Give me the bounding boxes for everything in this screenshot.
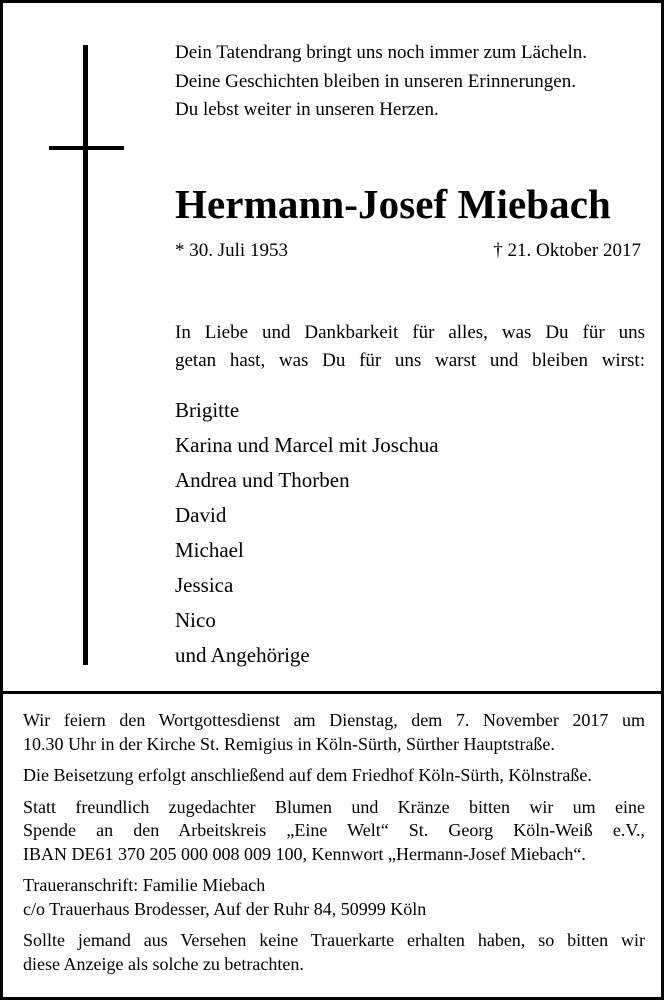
service-information <box>23 709 645 984</box>
birth-date: * 30. Juli 1953 <box>175 240 288 261</box>
note-paragraph <box>23 929 645 976</box>
mourners-list <box>175 393 439 673</box>
info-line: Traueranschrift: Familie Miebach <box>23 875 266 895</box>
section-divider <box>3 691 661 694</box>
death-date: † 21. Oktober 2017 <box>493 240 641 261</box>
info-line: c/o Trauerhaus Brodesser, Auf der Ruhr 84, 50999 Köln <box>23 898 427 919</box>
dedication-text <box>175 319 645 375</box>
address-paragraph <box>23 874 645 921</box>
mourner-name: Brigitte <box>175 398 240 422</box>
info-line: diese Anzeige als solche zu betrachten. <box>23 953 304 974</box>
mourner-name: und Angehörige <box>175 643 310 667</box>
cross-icon <box>83 45 88 665</box>
info-line: IBAN DE61 370 205 000 008 009 100, Kennwort „Hermann-Josef Miebach“. <box>23 843 586 864</box>
burial-paragraph <box>23 764 645 788</box>
quote-line: Dein Tatendrang bringt uns noch immer zum Lächeln. <box>175 42 587 63</box>
quote-line: Du lebst weiter in unseren Herzen. <box>175 99 439 120</box>
cross-icon-bar <box>49 146 124 150</box>
dedication-line: In Liebe und Dankbarkeit für alles, was Du für uns <box>175 322 645 343</box>
deceased-name: Hermann-Josef Miebach <box>175 181 611 227</box>
mourner-name: Michael <box>175 538 244 562</box>
info-line: Sollte jemand aus Versehen keine Trauerkarte erhalten haben, so bitten wir <box>23 930 645 950</box>
mourner-name: Jessica <box>175 573 234 597</box>
memorial-quote <box>175 39 645 125</box>
dedication-line: getan hast, was Du für uns warst und bleiben wirst: <box>175 350 645 371</box>
info-line: Wir feiern den Wortgottesdienst am Dienstag, dem 7. November 2017 um <box>23 710 645 730</box>
info-line: Spende an den Arbeitskreis „Eine Welt“ St. Georg Köln-Weiß e.V., <box>23 820 645 840</box>
quote-line: Deine Geschichten bleiben in unseren Erinnerungen. <box>175 70 576 92</box>
service-paragraph <box>23 709 645 756</box>
info-line: Statt freundlich zugedachter Blumen und Kränze bitten wir um eine <box>23 796 645 817</box>
mourner-name: Karina und Marcel mit Joschua <box>175 433 439 457</box>
donation-paragraph <box>23 796 645 867</box>
mourner-name: Nico <box>175 608 216 632</box>
mourner-name: David <box>175 503 227 527</box>
mourner-name: Andrea und Thorben <box>175 468 350 492</box>
info-line: 10.30 Uhr in der Kirche St. Remigius in Köln-Sürth, Sürther Hauptstraße. <box>23 733 555 754</box>
info-line: Die Beisetzung erfolgt anschließend auf dem Friedhof Köln-Sürth, Kölnstraße. <box>23 765 592 785</box>
